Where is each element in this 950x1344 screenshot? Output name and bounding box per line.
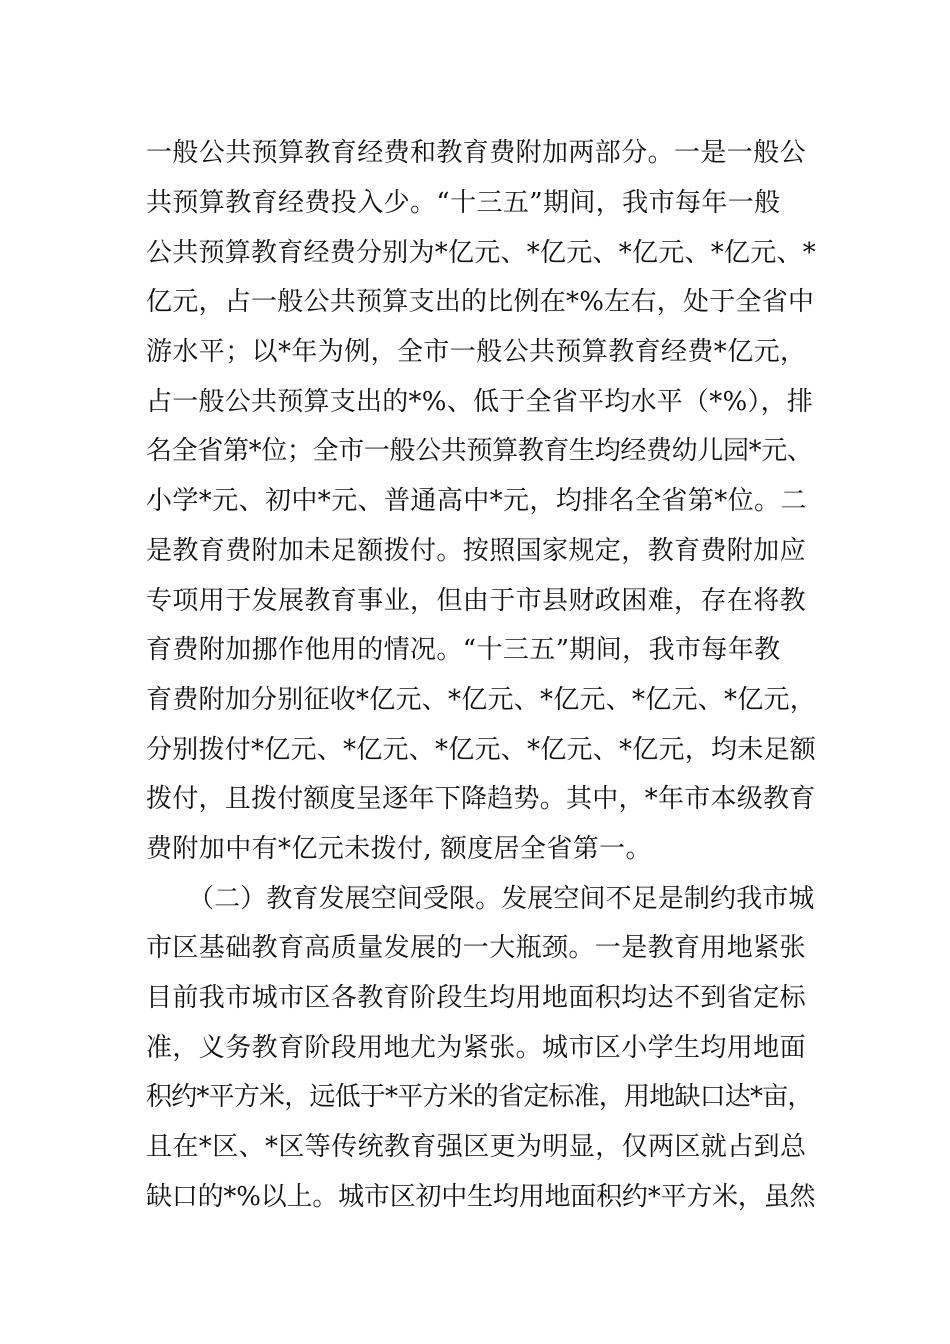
text-line: 专项用于发展教育事业，但由于市县财政困难，存在将教	[146, 586, 807, 616]
text-line: 共预算教育经费投入少。“十三五”期间，我市每年一般	[146, 188, 781, 218]
text-line: 占一般公共预算支出的*%、低于全省平均水平（*%），排	[146, 387, 814, 417]
text-line: 且在*区、*区等传统教育强区更为明显，仅两区就占到总	[146, 1132, 807, 1162]
text-line: 市区基础教育高质量发展的一大瓶颈。一是教育用地紧张	[146, 933, 807, 963]
text-line: 小学*元、初中*元、普通高中*元，均排名全省第*位。二	[146, 486, 807, 516]
text-line: 游水平；以*年为例，全市一般公共预算教育经费*亿元，	[146, 337, 807, 367]
text-line: 积约*平方米，远低于*平方米的省定标准，用地缺口达*亩，	[146, 1082, 813, 1112]
text-line: 名全省第*位；全市一般公共预算教育生均经费幼儿园*元、	[146, 436, 813, 466]
text-line: 分别拨付*亿元、*亿元、*亿元、*亿元、*亿元，均未足额	[146, 735, 817, 765]
text-line: 一般公共预算教育经费和教育费附加两部分。一是一般公	[146, 138, 807, 168]
text-line: 是教育费附加未足额拨付。按照国家规定，教育费附加应	[146, 536, 807, 566]
text-line: 亿元，占一般公共预算支出的比例在*%左右，处于全省中	[146, 287, 815, 317]
text-line: 公共预算教育经费分别为*亿元、*亿元、*亿元、*亿元、*	[146, 238, 817, 268]
text-line: 准，义务教育阶段用地尤为紧张。城市区小学生均用地面	[146, 1033, 807, 1063]
text-line: 育费附加分别征收*亿元、*亿元、*亿元、*亿元、*亿元，	[146, 685, 817, 715]
text-line: 缺口的*%以上。城市区初中生均用地面积约*平方米，虽然	[146, 1182, 816, 1212]
paragraph-start-line: （二）教育发展空间受限。发展空间不足是制约我市城	[188, 884, 815, 914]
text-line: 目前我市城市区各教育阶段生均用地面积均达不到省定标	[146, 983, 807, 1013]
text-line: 拨付，且拨付额度呈逐年下降趋势。其中，*年市本级教育	[146, 784, 816, 814]
text-line: 育费附加挪作他用的情况。“十三五”期间，我市每年教	[146, 635, 781, 665]
text-line: 费附加中有*亿元未拨付, 额度居全省第一。	[146, 834, 652, 864]
